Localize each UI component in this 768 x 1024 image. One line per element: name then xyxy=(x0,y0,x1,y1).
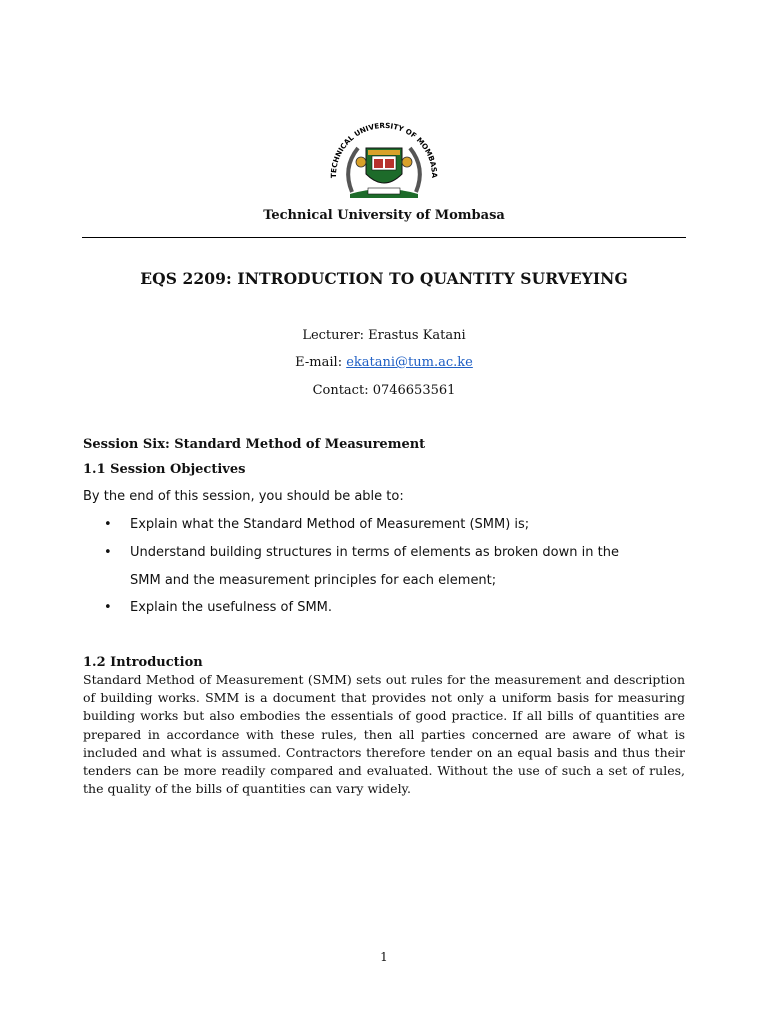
page-number: 1 xyxy=(380,950,388,964)
objective-item: Understand building structures in terms of elements as broken down in the xyxy=(130,545,619,560)
university-logo xyxy=(328,114,440,202)
email-link[interactable]: ekatani@tum.ac.ke xyxy=(346,355,473,370)
objective-item: Explain what the Standard Method of Measurement (SMM) is; xyxy=(130,517,530,532)
introduction-heading: 1.2 Introduction xyxy=(83,655,203,670)
bullet-icon: • xyxy=(104,545,112,560)
institution-name: Technical University of Mombasa xyxy=(263,208,505,223)
bullet-icon: • xyxy=(104,600,112,615)
objectives-intro: By the end of this session, you should be able to: xyxy=(83,489,404,504)
session-title: Session Six: Standard Method of Measurement xyxy=(83,437,426,452)
logo-arc-text: TECHNICAL UNIVERSITY OF MOMBASA xyxy=(328,120,440,179)
header-divider xyxy=(82,237,686,238)
objective-item-continuation: SMM and the measurement principles for each element; xyxy=(130,573,497,588)
bullet-icon: • xyxy=(104,517,112,532)
objective-item: Explain the usefulness of SMM. xyxy=(130,600,333,615)
objectives-heading: 1.1 Session Objectives xyxy=(83,462,246,477)
contact-line: Contact: 0746653561 xyxy=(312,383,456,398)
email-label: E-mail: xyxy=(295,355,347,370)
introduction-body: Standard Method of Measurement (SMM) sets out rules for the measurement and description of building works. SMM is a document that provides not only a uniform basis for measuring building works but also embodies the essentials of good practice. If all bills of quantities are prepared in accordance with these rules, then all parties concerned are aware of what is included and what is assumed. Contractors therefore tender on an equal basis and thus their tenders can be more readily compared and evaluated. Without the use of such a set of rules, the quality of the bills of quantities can vary widely. xyxy=(83,672,685,797)
email-line xyxy=(0,355,768,370)
course-title: EQS 2209: INTRODUCTION TO QUANTITY SURVEYING xyxy=(140,269,628,288)
lecturer-name: Lecturer: Erastus Katani xyxy=(302,328,466,343)
